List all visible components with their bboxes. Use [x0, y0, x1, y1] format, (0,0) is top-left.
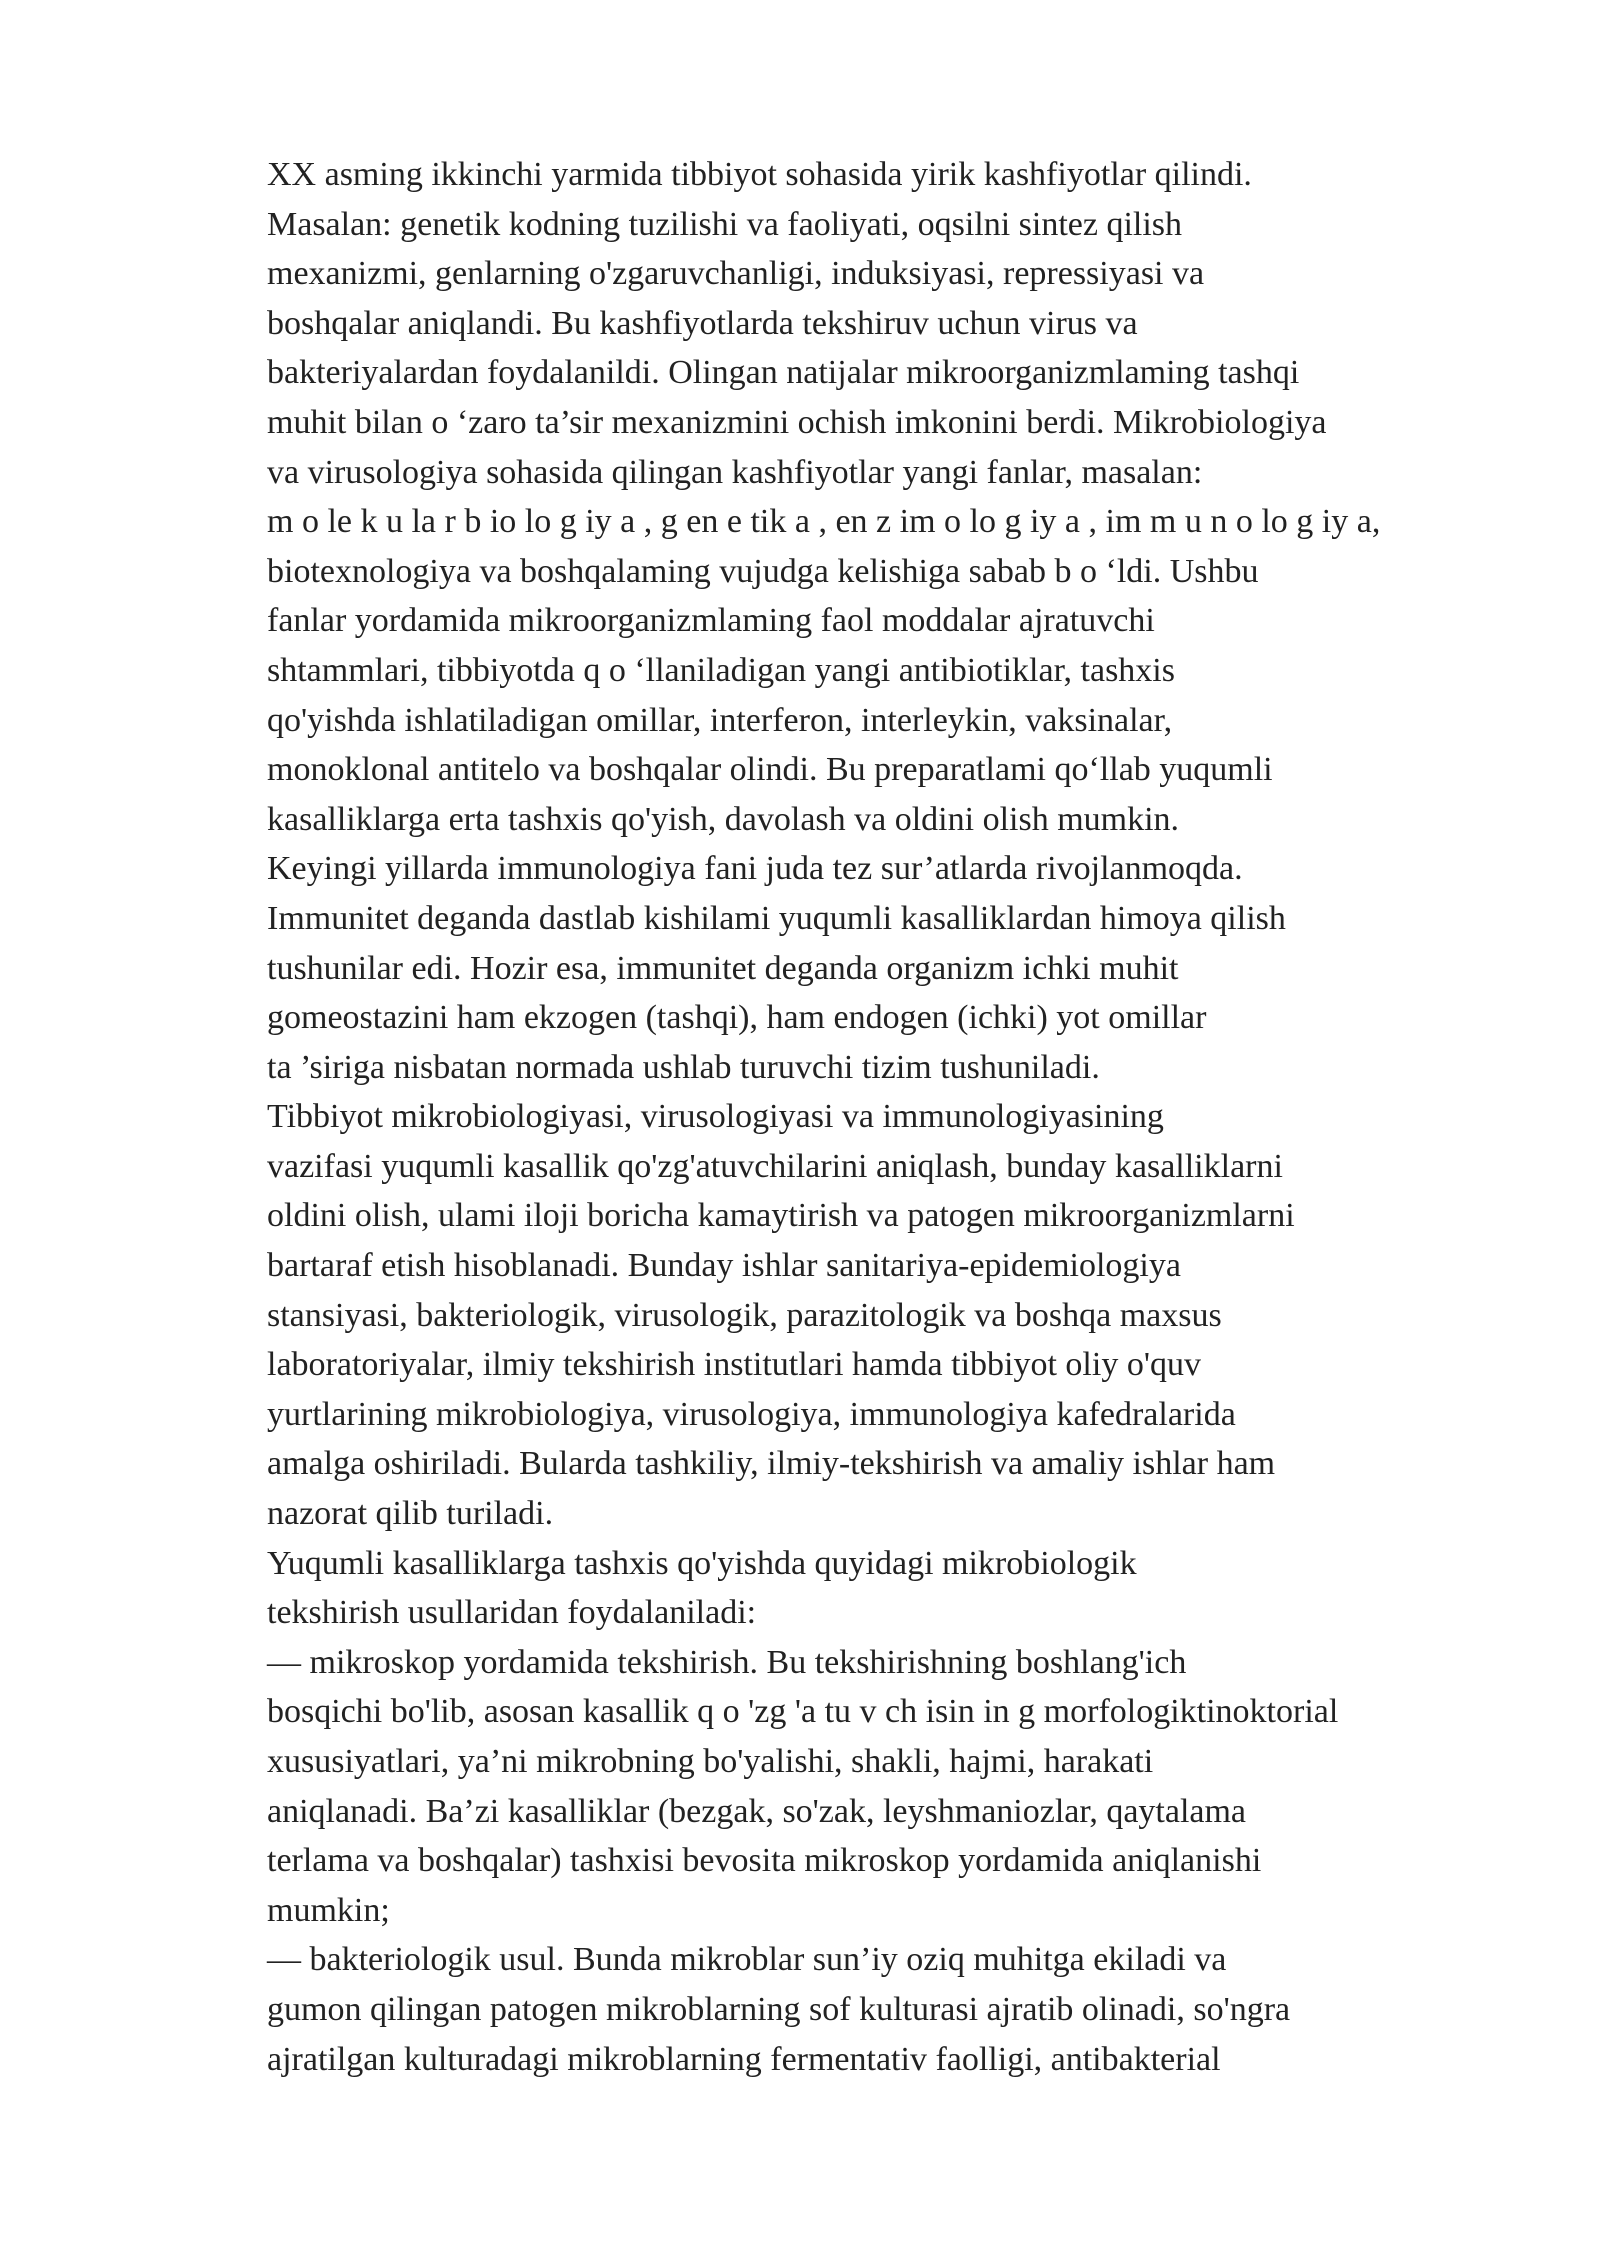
- text-line: m o le k u la r b io lo g iy a , g en e tik a , en z im o lo g iy a , im m u n o lo g iy a,: [267, 503, 1381, 541]
- text-line: Masalan: genetik kodning tuzilishi va faoliyati, oqsilni sintez qilish: [267, 205, 1183, 243]
- text-line: yurtlarining mikrobiologiya, virusologiya, immunologiya kafedralarida: [267, 1395, 1236, 1433]
- text-line: vazifasi yuqumli kasallik qo'zg'atuvchilarini aniqlash, bunday kasalliklarni: [267, 1147, 1283, 1185]
- text-line: aniqlanadi. Ba’zi kasalliklar (bezgak, so'zak, leyshmaniozlar, qaytalama: [267, 1792, 1247, 1830]
- text-line: tekshirish usullaridan foydalaniladi:: [267, 1594, 757, 1632]
- text-line: terlama va boshqalar) tashxisi bevosita mikroskop yordamida aniqlanishi: [267, 1842, 1262, 1880]
- text-line: ajratilgan kulturadagi mikroblarning fermentativ faolligi, antibakterial: [267, 2040, 1221, 2078]
- text-line: nazorat qilib turiladi.: [267, 1495, 554, 1533]
- text-line: amalga oshiriladi. Bularda tashkiliy, ilmiy-tekshirish va amaliy ishlar ham: [267, 1445, 1276, 1483]
- text-line: — mikroskop yordamida tekshirish. Bu tekshirishning boshlang'ich: [267, 1643, 1187, 1681]
- text-line: bartaraf etish hisoblanadi. Bunday ishlar sanitariya-epidemiologiya: [267, 1247, 1181, 1285]
- text-line: Immunitet deganda dastlab kishilami yuqumli kasalliklardan himoya qilish: [267, 899, 1286, 937]
- text-line: — bakteriologik usul. Bunda mikroblar sun’iy oziq muhitga ekiladi va: [267, 1941, 1227, 1979]
- text-line: kasalliklarga erta tashxis qo'yish, davolash va oldini olish mumkin.: [267, 800, 1180, 838]
- text-line: biotexnologiya va boshqalaming vujudga kelishiga sabab b o ‘ldi. Ushbu: [267, 552, 1259, 590]
- text-line: muhit bilan o ‘zaro ta’sir mexanizmini ochish imkonini berdi. Mikrobiologiya: [267, 403, 1327, 441]
- text-line: oldini olish, ulami iloji boricha kamaytirish va patogen mikroorganizmlarni: [267, 1197, 1295, 1235]
- text-line: gumon qilingan patogen mikroblarning sof kulturasi ajratib olinadi, so'ngra: [267, 1990, 1291, 2028]
- text-line: bakteriyalardan foydalanildi. Olingan natijalar mikroorganizmlaming tashqi: [267, 354, 1300, 392]
- text-line: Yuqumli kasalliklarga tashxis qo'yishda quyidagi mikrobiologik: [267, 1544, 1137, 1582]
- body-text: [267, 150, 1567, 2084]
- text-line: stansiyasi, bakteriologik, virusologik, parazitologik va boshqa maxsus: [267, 1296, 1222, 1334]
- text-line: XX asming ikkinchi yarmida tibbiyot sohasida yirik kashfiyotlar qilindi.: [267, 156, 1252, 193]
- text-line: fanlar yordamida mikroorganizmlaming faol moddalar ajratuvchi: [267, 602, 1155, 640]
- text-line: tushunilar edi. Hozir esa, immunitet deganda organizm ichki muhit: [267, 949, 1179, 987]
- text-line: Tibbiyot mikrobiologiyasi, virusologiyasi va immunologiyasining: [267, 1098, 1164, 1136]
- text-line: qo'yishda ishlatiladigan omillar, interferon, interleykin, vaksinalar,: [267, 701, 1173, 739]
- text-line: shtammlari, tibbiyotda q o ‘llaniladigan yangi antibiotiklar, tashxis: [267, 651, 1175, 689]
- text-line: ta ’siriga nisbatan normada ushlab turuvchi tizim tushuniladi.: [267, 1048, 1100, 1086]
- text-line: mumkin;: [267, 1891, 390, 1929]
- text-line: monoklonal antitelo va boshqalar olindi. Bu preparatlami qo‘llab yuqumli: [267, 751, 1273, 789]
- text-line: bosqichi bo'lib, asosan kasallik q o 'zg 'a tu v ch isin in g morfologiktinoktorial: [267, 1693, 1339, 1731]
- text-line: mexanizmi, genlarning o'zgaruvchanligi, induksiyasi, repressiyasi va: [267, 255, 1205, 293]
- text-line: xususiyatlari, ya’ni mikrobning bo'yalishi, shakli, hajmi, harakati: [267, 1743, 1154, 1780]
- text-line: va virusologiya sohasida qilingan kashfiyotlar yangi fanlar, masalan:: [267, 453, 1203, 491]
- text-line: laboratoriyalar, ilmiy tekshirish institutlari hamda tibbiyot oliy o'quv: [267, 1346, 1201, 1384]
- text-line: gomeostazini ham ekzogen (tashqi), ham endogen (ichki) yot omillar: [267, 999, 1207, 1037]
- text-line: boshqalar aniqlandi. Bu kashfiyotlarda tekshiruv uchun virus va: [267, 304, 1138, 342]
- text-line: Keyingi yillarda immunologiya fani juda tez sur’atlarda rivojlanmoqda.: [267, 850, 1243, 888]
